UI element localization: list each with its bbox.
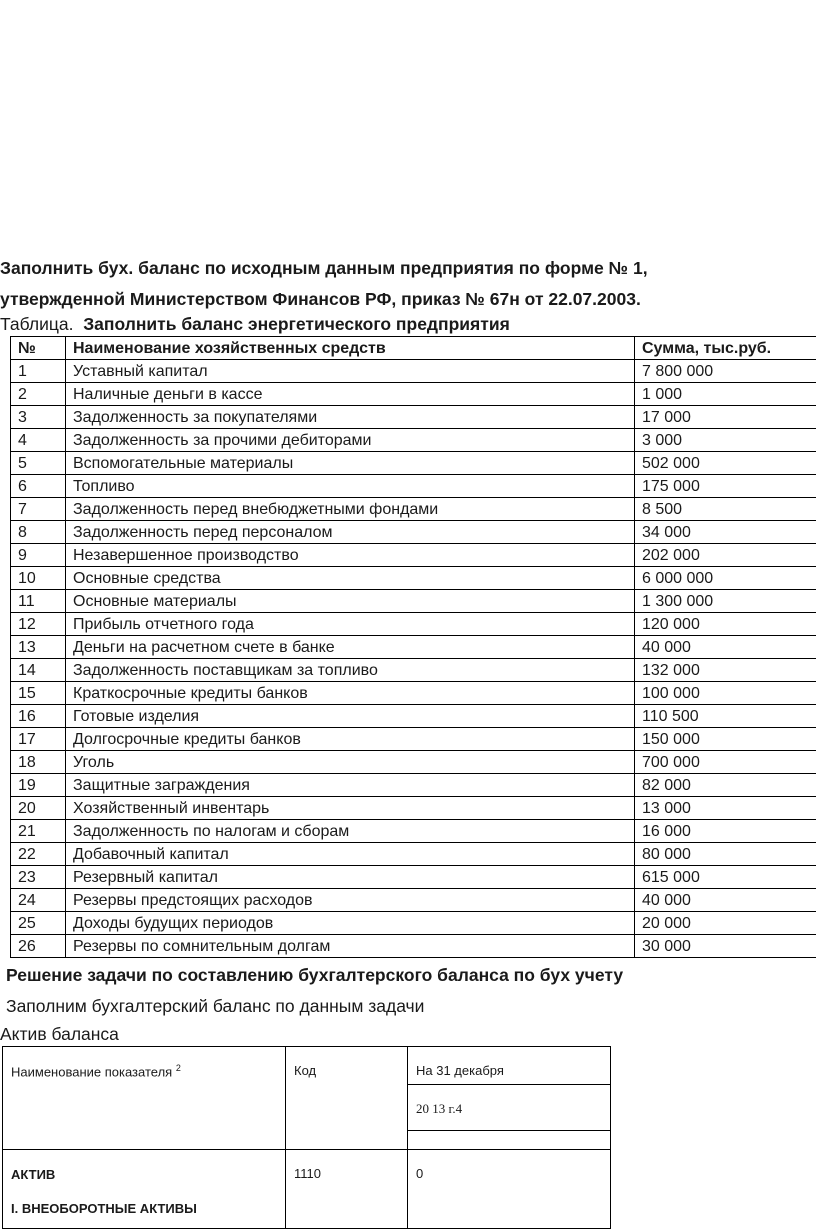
cell-sum: 100 000 bbox=[635, 682, 816, 705]
table-row bbox=[11, 475, 816, 498]
table-row bbox=[11, 383, 816, 406]
cell-name: Резервы предстоящих расходов bbox=[66, 889, 635, 912]
table-row bbox=[11, 843, 816, 866]
intro-text bbox=[0, 253, 816, 315]
solution-subheading: Заполним бухгалтерский баланс по данным задачи bbox=[6, 996, 424, 1017]
cell-num: 1 bbox=[11, 360, 66, 383]
cell-num: 26 bbox=[11, 935, 66, 958]
cell-num: 12 bbox=[11, 613, 66, 636]
balance-col-name: Наименование показателя bbox=[11, 1064, 172, 1079]
balance-header-blank bbox=[408, 1130, 611, 1149]
cell-name: Добавочный капитал bbox=[66, 843, 635, 866]
cell-name: Уставный капитал bbox=[66, 360, 635, 383]
header-num: № bbox=[11, 337, 66, 360]
table-row bbox=[11, 360, 816, 383]
cell-sum: 150 000 bbox=[635, 728, 816, 751]
table-row bbox=[11, 866, 816, 889]
cell-name: Готовые изделия bbox=[66, 705, 635, 728]
intro-line-1: Заполнить бух. баланс по исходным данным предприятия по форме № 1, bbox=[0, 253, 816, 284]
cell-sum: 110 500 bbox=[635, 705, 816, 728]
assets-table bbox=[10, 336, 816, 958]
cell-num: 22 bbox=[11, 843, 66, 866]
cell-name: Основные средства bbox=[66, 567, 635, 590]
cell-num: 2 bbox=[11, 383, 66, 406]
cell-sum: 175 000 bbox=[635, 475, 816, 498]
table-row bbox=[11, 636, 816, 659]
cell-sum: 120 000 bbox=[635, 613, 816, 636]
cell-name: Основные материалы bbox=[66, 590, 635, 613]
cell-num: 13 bbox=[11, 636, 66, 659]
cell-name: Незавершенное производство bbox=[66, 544, 635, 567]
cell-num: 17 bbox=[11, 728, 66, 751]
table-row bbox=[11, 452, 816, 475]
cell-name: Защитные заграждения bbox=[66, 774, 635, 797]
cell-num: 5 bbox=[11, 452, 66, 475]
cell-name: Резервный капитал bbox=[66, 866, 635, 889]
cell-sum: 1 300 000 bbox=[635, 590, 816, 613]
cell-name: Наличные деньги в кассе bbox=[66, 383, 635, 406]
balance-form-table bbox=[2, 1046, 611, 1229]
cell-sum: 202 000 bbox=[635, 544, 816, 567]
header-name: Наименование хозяйственных средств bbox=[66, 337, 635, 360]
cell-num: 14 bbox=[11, 659, 66, 682]
table-row bbox=[11, 728, 816, 751]
cell-name: Топливо bbox=[66, 475, 635, 498]
cell-sum: 40 000 bbox=[635, 636, 816, 659]
cell-name: Долгосрочные кредиты банков bbox=[66, 728, 635, 751]
table-row bbox=[11, 774, 816, 797]
cell-num: 11 bbox=[11, 590, 66, 613]
cell-num: 23 bbox=[11, 866, 66, 889]
cell-num: 24 bbox=[11, 889, 66, 912]
section-title: Актив баланса bbox=[0, 1024, 119, 1045]
header-sum: Сумма, тыс.руб. bbox=[635, 337, 816, 360]
cell-name: Доходы будущих периодов bbox=[66, 912, 635, 935]
cell-name: Деньги на расчетном счете в банке bbox=[66, 636, 635, 659]
cell-num: 8 bbox=[11, 521, 66, 544]
cell-name: Задолженность по налогам и сборам bbox=[66, 820, 635, 843]
table-row bbox=[11, 797, 816, 820]
table-row bbox=[11, 613, 816, 636]
cell-name: Прибыль отчетного года bbox=[66, 613, 635, 636]
cell-num: 7 bbox=[11, 498, 66, 521]
cell-num: 19 bbox=[11, 774, 66, 797]
cell-sum: 6 000 000 bbox=[635, 567, 816, 590]
balance-header-date: На 31 декабря bbox=[408, 1047, 611, 1085]
cell-num: 21 bbox=[11, 820, 66, 843]
table-row bbox=[11, 590, 816, 613]
table-row bbox=[11, 889, 816, 912]
cell-sum: 502 000 bbox=[635, 452, 816, 475]
cell-name: Задолженность за прочими дебиторами bbox=[66, 429, 635, 452]
table-row bbox=[11, 682, 816, 705]
footnote-mark: 2 bbox=[176, 1063, 181, 1073]
table-row bbox=[11, 935, 816, 958]
cell-name: Вспомогательные материалы bbox=[66, 452, 635, 475]
table-row bbox=[11, 751, 816, 774]
solution-heading: Решение задачи по составлению бухгалтерского баланса по бух учету bbox=[6, 965, 623, 986]
cell-sum: 8 500 bbox=[635, 498, 816, 521]
balance-header-name bbox=[3, 1047, 286, 1150]
cell-sum: 17 000 bbox=[635, 406, 816, 429]
cell-sum: 615 000 bbox=[635, 866, 816, 889]
intro-line-2: утвержденной Министерством Финансов РФ, приказ № 67н от 22.07.2003. bbox=[0, 284, 816, 315]
cell-num: 20 bbox=[11, 797, 66, 820]
cell-num: 4 bbox=[11, 429, 66, 452]
cell-sum: 132 000 bbox=[635, 659, 816, 682]
cell-name: Резервы по сомнительным долгам bbox=[66, 935, 635, 958]
cell-sum: 20 000 bbox=[635, 912, 816, 935]
cell-sum: 34 000 bbox=[635, 521, 816, 544]
balance-header-code: Код bbox=[286, 1047, 408, 1150]
caption-prefix: Таблица. bbox=[0, 314, 73, 334]
caption-title: Заполнить баланс энергетического предприятия bbox=[83, 314, 510, 334]
table-row bbox=[11, 912, 816, 935]
cell-sum: 40 000 bbox=[635, 889, 816, 912]
cell-sum: 1 000 bbox=[635, 383, 816, 406]
cell-sum: 3 000 bbox=[635, 429, 816, 452]
cell-sum: 7 800 000 bbox=[635, 360, 816, 383]
cell-num: 16 bbox=[11, 705, 66, 728]
cell-num: 25 bbox=[11, 912, 66, 935]
table-row bbox=[11, 659, 816, 682]
cell-sum: 13 000 bbox=[635, 797, 816, 820]
table-row bbox=[11, 521, 816, 544]
cell-name: Краткосрочные кредиты банков bbox=[66, 682, 635, 705]
cell-name: Хозяйственный инвентарь bbox=[66, 797, 635, 820]
table-caption bbox=[0, 313, 510, 335]
table-body bbox=[11, 360, 816, 958]
balance-header-year: 20 13 г.4 bbox=[408, 1084, 611, 1130]
balance-row-value: 0 bbox=[408, 1150, 611, 1229]
table-row bbox=[11, 429, 816, 452]
table-header-row bbox=[11, 337, 816, 360]
cell-sum: 80 000 bbox=[635, 843, 816, 866]
cell-num: 6 bbox=[11, 475, 66, 498]
cell-num: 18 bbox=[11, 751, 66, 774]
cell-name: Задолженность поставщикам за топливо bbox=[66, 659, 635, 682]
cell-num: 9 bbox=[11, 544, 66, 567]
balance-title-line-2: I. ВНЕОБОРОТНЫЕ АКТИВЫ bbox=[11, 1192, 285, 1226]
cell-name: Задолженность перед внебюджетными фондами bbox=[66, 498, 635, 521]
cell-num: 10 bbox=[11, 567, 66, 590]
table-row bbox=[11, 567, 816, 590]
cell-name: Задолженность за покупателями bbox=[66, 406, 635, 429]
cell-sum: 30 000 bbox=[635, 935, 816, 958]
cell-name: Уголь bbox=[66, 751, 635, 774]
cell-sum: 82 000 bbox=[635, 774, 816, 797]
table-row bbox=[11, 498, 816, 521]
table-row bbox=[11, 544, 816, 567]
cell-num: 15 bbox=[11, 682, 66, 705]
cell-sum: 700 000 bbox=[635, 751, 816, 774]
table-row bbox=[11, 820, 816, 843]
table-row bbox=[11, 705, 816, 728]
table-row bbox=[11, 406, 816, 429]
cell-num: 3 bbox=[11, 406, 66, 429]
cell-sum: 16 000 bbox=[635, 820, 816, 843]
balance-title-line-1: АКТИВ bbox=[11, 1158, 285, 1192]
balance-row-code: 1110 bbox=[286, 1150, 408, 1229]
cell-name: Задолженность перед персоналом bbox=[66, 521, 635, 544]
balance-row-title bbox=[3, 1150, 286, 1229]
